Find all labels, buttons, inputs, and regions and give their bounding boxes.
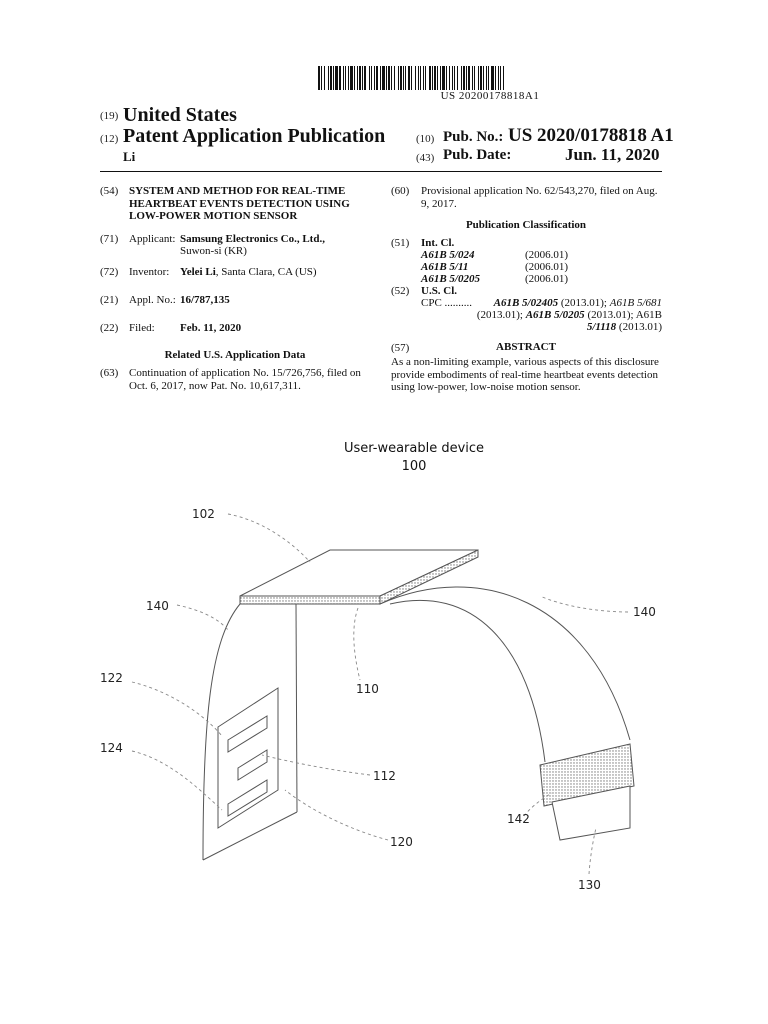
filed-date: Feb. 11, 2020	[180, 322, 242, 334]
code-72: (72)	[100, 266, 119, 278]
leader-124	[132, 751, 222, 810]
country-heading: United States	[123, 104, 237, 126]
int-cl-code: A61B 5/024	[421, 249, 475, 261]
code-19: (19)	[100, 110, 119, 122]
int-cl-year: (2006.01)	[525, 261, 569, 273]
cpc-year: (2013.01)	[616, 321, 662, 333]
code-63: (63)	[100, 367, 119, 379]
code-21: (21)	[100, 294, 119, 306]
device-front-edge	[240, 596, 380, 604]
callout-130: 130	[578, 878, 601, 892]
cpc-code: A61B 5/02405	[493, 297, 559, 309]
sensor-element-112	[238, 750, 267, 780]
code-43: (43)	[416, 152, 435, 164]
cpc-code: A61B 5/681	[609, 297, 662, 309]
code-52: (52)	[391, 285, 410, 297]
code-12: (12)	[100, 133, 119, 145]
leader-120	[285, 790, 388, 840]
title-line: HEARTBEAT EVENTS DETECTION USING	[129, 197, 350, 210]
abstract-line: using low-power, low-noise motion sensor.	[391, 381, 581, 393]
inventor-location: , Santa Clara, CA (US)	[215, 266, 317, 278]
cpc-year: (2013.01); A61B	[584, 309, 662, 321]
cpc-label: CPC ..........	[421, 297, 473, 309]
cpc-code: 5/1118	[586, 321, 617, 333]
appl-label: Appl. No.:	[129, 294, 176, 306]
pub-date-label: Pub. Date:	[443, 147, 512, 163]
related-heading: Related U.S. Application Data	[164, 349, 306, 361]
code-60: (60)	[391, 185, 410, 197]
int-cl-year: (2006.01)	[525, 249, 569, 261]
clasp	[540, 744, 634, 840]
callout-142: 142	[507, 812, 530, 826]
leader-102	[228, 514, 310, 562]
continuation-line: Continuation of application No. 15/726,756, filed on	[129, 367, 361, 379]
classification-heading: Publication Classification	[465, 219, 587, 231]
int-cl-code: A61B 5/11	[421, 261, 469, 273]
sensor-strip	[218, 688, 278, 828]
leader-140-right	[540, 596, 628, 612]
inventor-name: Yelei Li	[180, 266, 216, 278]
applicant-label: Applicant:	[129, 233, 176, 245]
abstract-line: As a non-limiting example, various aspects of this disclosure	[391, 356, 659, 368]
continuation-line: Oct. 6, 2017, now Pat. No. 10,617,311.	[129, 379, 301, 392]
filed-label: Filed:	[129, 322, 155, 334]
pub-no-label: Pub. No.:	[443, 129, 504, 145]
cpc-code: A61B 5/0205	[525, 309, 585, 321]
applicant-name: Samsung Electronics Co., Ltd.,	[180, 233, 325, 245]
code-54: (54)	[100, 185, 119, 197]
pub-date: Jun. 11, 2020	[565, 145, 660, 164]
callout-112: 112	[373, 769, 396, 783]
code-10: (10)	[416, 133, 435, 145]
barcode-number: US 20200178818A1	[440, 90, 540, 102]
leader-140-left	[177, 605, 228, 630]
cpc-year: (2013.01);	[558, 297, 610, 309]
callout-102: 102	[192, 507, 215, 521]
figure-number: 100	[401, 459, 427, 474]
band-right-outer	[380, 587, 630, 740]
appl-number: 16/787,135	[180, 294, 230, 306]
callout-140-right: 140	[633, 605, 656, 619]
int-cl-year: (2006.01)	[525, 273, 569, 285]
us-cl-label: U.S. Cl.	[421, 285, 458, 297]
band-left-inner	[296, 604, 297, 812]
inventor-label: Inventor:	[129, 266, 170, 278]
provisional-line: Provisional application No. 62/543,270, filed on Aug.	[421, 185, 658, 197]
device-housing	[240, 550, 478, 604]
code-71: (71)	[100, 233, 119, 245]
leader-110	[354, 608, 360, 680]
code-22: (22)	[100, 322, 119, 334]
sensor-element-124	[228, 780, 267, 816]
int-cl-label: Int. Cl.	[421, 237, 455, 249]
inventor-short: Li	[123, 149, 136, 164]
abstract-heading: ABSTRACT	[496, 341, 556, 353]
band-left-outer	[203, 604, 240, 860]
pub-no: US 2020/0178818 A1	[508, 125, 674, 146]
band-left-end	[203, 812, 297, 860]
publication-type: Patent Application Publication	[123, 125, 386, 147]
title-line: SYSTEM AND METHOD FOR REAL-TIME	[129, 185, 346, 197]
code-51: (51)	[391, 237, 410, 249]
sensor-panel	[218, 688, 278, 828]
applicant-location: Suwon-si (KR)	[180, 245, 247, 257]
sensor-element-122	[228, 716, 267, 752]
callout-124: 124	[100, 741, 123, 755]
provisional-line: 9, 2017.	[421, 197, 457, 210]
callout-110: 110	[356, 682, 379, 696]
abstract-line: provide embodiments of real-time heartbeat events detection	[391, 368, 658, 381]
band-right-inner	[390, 600, 545, 762]
callout-140-left: 140	[146, 599, 169, 613]
int-cl-code: A61B 5/0205	[421, 273, 480, 285]
code-57: (57)	[391, 342, 410, 354]
callout-120: 120	[390, 835, 413, 849]
cpc-year: (2013.01);	[476, 309, 526, 321]
title-line: LOW-POWER MOTION SENSOR	[129, 210, 298, 222]
callout-122: 122	[100, 671, 123, 685]
figure-title: User-wearable device	[343, 441, 485, 456]
